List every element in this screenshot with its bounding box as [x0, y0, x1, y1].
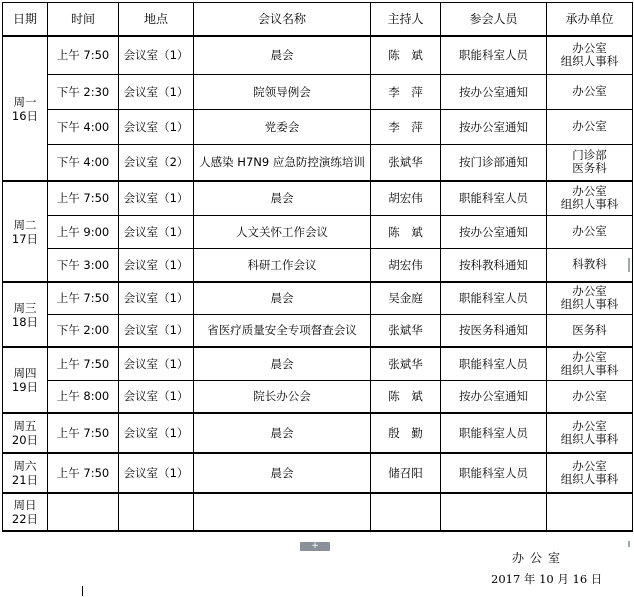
table-row [3, 282, 633, 314]
date-label: 21日 [11, 473, 39, 487]
footer-office: 办公室 [512, 551, 567, 565]
organizer-cell [547, 453, 633, 493]
attendees-cell: 按办公室通知 [441, 109, 547, 144]
day-cell [3, 453, 48, 493]
header-organizer: 承办单位 [547, 3, 633, 37]
meeting-schedule-table [2, 2, 633, 532]
margin-marker [628, 258, 630, 272]
host-cell: 陈 斌 [371, 215, 441, 248]
weekday-label: 周五 [13, 419, 37, 433]
organizer-label: 办公室 [572, 119, 607, 133]
place-cell: 会议室（1） [119, 36, 194, 74]
day-cell [3, 413, 48, 453]
organizer-label: 办公室 [572, 388, 607, 403]
table-row [3, 380, 633, 413]
organizer-label: 办公室 [572, 84, 607, 98]
place-cell: 会议室（1） [119, 380, 194, 413]
host-cell: 陈 斌 [371, 36, 441, 74]
time-cell [48, 493, 119, 531]
organizer-cell [547, 74, 633, 109]
host-cell: 陈 斌 [371, 380, 441, 413]
weekday-label: 周三 [13, 300, 37, 315]
attendees-cell: 职能科室人员 [441, 347, 547, 380]
organizer-label: 组织人事科 [560, 297, 619, 312]
organizer-label: 办公室 [572, 184, 607, 199]
time-cell: 上午 7:50 [48, 181, 119, 215]
place-cell: 会议室（1） [119, 109, 194, 144]
day-cell [3, 282, 48, 347]
meeting-name-cell: 科研工作会议 [194, 248, 371, 282]
date-label: 20日 [11, 433, 39, 447]
table-row [3, 144, 633, 181]
organizer-label: 办公室 [572, 284, 607, 299]
header-meeting-name: 会议名称 [194, 3, 371, 37]
organizer-label: 组织人事科 [560, 472, 619, 486]
date-label: 19日 [11, 380, 39, 394]
place-cell: 会议室（1） [119, 413, 194, 453]
time-cell: 下午 3:00 [48, 248, 119, 282]
weekday-label: 周四 [13, 366, 37, 380]
attendees-cell: 按科教科通知 [441, 248, 547, 282]
place-cell: 会议室（1） [119, 181, 194, 215]
footer-date: 2017 年 10 月 16 日 [491, 572, 603, 586]
attendees-cell [441, 493, 547, 531]
time-cell: 上午 7:50 [48, 453, 119, 493]
organizer-label: 门诊部 [572, 148, 607, 163]
time-cell: 上午 9:00 [48, 215, 119, 248]
text-cursor [82, 586, 83, 596]
attendees-cell: 职能科室人员 [441, 453, 547, 493]
place-cell: 会议室（1） [119, 314, 194, 347]
header-date: 日期 [3, 3, 48, 37]
organizer-cell [547, 347, 633, 380]
host-cell: 吴金庭 [371, 282, 441, 314]
host-cell: 张斌华 [371, 314, 441, 347]
date-label: 22日 [11, 512, 39, 526]
host-cell [371, 493, 441, 531]
place-cell [119, 493, 194, 531]
schedule-body [3, 36, 633, 531]
table-row [3, 215, 633, 248]
meeting-name-cell: 晨会 [194, 181, 371, 215]
organizer-cell [547, 36, 633, 74]
organizer-label: 组织人事科 [560, 432, 619, 446]
weekday-label: 周日 [13, 498, 37, 512]
weekday-label: 周二 [13, 217, 37, 232]
meeting-name-cell: 人文关怀工作会议 [194, 215, 371, 248]
header-row [3, 3, 633, 37]
day-cell [3, 181, 48, 282]
day-cell [3, 36, 48, 181]
organizer-cell [547, 144, 633, 181]
host-cell: 李 萍 [371, 109, 441, 144]
host-cell: 张斌华 [371, 347, 441, 380]
meeting-name-cell: 人感染 H7N9 应急防控演练培训 [194, 144, 371, 181]
place-cell: 会议室（1） [119, 248, 194, 282]
organizer-cell [547, 181, 633, 215]
table-expand-handle[interactable]: + [300, 542, 330, 551]
meeting-name-cell: 晨会 [194, 413, 371, 453]
host-cell: 储召阳 [371, 453, 441, 493]
meeting-name-cell: 省医疗质量安全专项督查会议 [194, 314, 371, 347]
organizer-label: 办公室 [572, 349, 607, 364]
organizer-cell [547, 413, 633, 453]
place-cell: 会议室（1） [119, 347, 194, 380]
place-cell: 会议室（1） [119, 215, 194, 248]
table-row [3, 413, 633, 453]
time-cell: 上午 8:00 [48, 380, 119, 413]
time-cell: 下午 4:00 [48, 144, 119, 181]
table-row [3, 181, 633, 215]
place-cell: 会议室（2） [119, 144, 194, 181]
meeting-name-cell: 院长办公会 [194, 380, 371, 413]
time-cell: 上午 7:50 [48, 282, 119, 314]
table-row [3, 347, 633, 380]
place-cell: 会议室（1） [119, 74, 194, 109]
header-place: 地点 [119, 3, 194, 37]
attendees-cell: 按门诊部通知 [441, 144, 547, 181]
organizer-cell [547, 493, 633, 531]
organizer-cell [547, 380, 633, 413]
meeting-name-cell: 晨会 [194, 36, 371, 74]
organizer-label: 办公室 [572, 419, 607, 433]
organizer-label: 科教科 [572, 257, 607, 272]
attendees-cell: 按办公室通知 [441, 215, 547, 248]
weekday-label: 周六 [13, 459, 37, 473]
time-cell: 上午 7:50 [48, 347, 119, 380]
host-cell: 胡宏伟 [371, 181, 441, 215]
header-time: 时间 [48, 3, 119, 37]
organizer-cell [547, 248, 633, 282]
margin-marker [628, 541, 630, 547]
attendees-cell: 职能科室人员 [441, 36, 547, 74]
meeting-name-cell: 晨会 [194, 347, 371, 380]
date-label: 16日 [11, 108, 39, 123]
table-row [3, 453, 633, 493]
time-cell: 上午 7:50 [48, 36, 119, 74]
date-label: 17日 [11, 231, 39, 246]
table-row [3, 36, 633, 74]
place-cell: 会议室（1） [119, 282, 194, 314]
time-cell: 上午 7:50 [48, 413, 119, 453]
host-cell: 胡宏伟 [371, 248, 441, 282]
time-cell: 下午 2:30 [48, 74, 119, 109]
organizer-label: 医务科 [572, 322, 607, 337]
attendees-cell: 按医务科通知 [441, 314, 547, 347]
organizer-label: 组织人事科 [560, 197, 619, 212]
header-host: 主持人 [371, 3, 441, 37]
table-row [3, 314, 633, 347]
day-cell [3, 493, 48, 531]
table-row [3, 109, 633, 144]
attendees-cell: 职能科室人员 [441, 413, 547, 453]
organizer-label: 医务科 [572, 161, 607, 176]
organizer-label: 办公室 [572, 41, 607, 56]
host-cell: 殷 勤 [371, 413, 441, 453]
attendees-cell: 职能科室人员 [441, 181, 547, 215]
table-row [3, 248, 633, 282]
date-label: 18日 [11, 314, 39, 329]
organizer-cell [547, 215, 633, 248]
meeting-name-cell: 晨会 [194, 282, 371, 314]
organizer-cell [547, 314, 633, 347]
meeting-name-cell: 晨会 [194, 453, 371, 493]
host-cell: 李 萍 [371, 74, 441, 109]
meeting-name-cell: 院领导例会 [194, 74, 371, 109]
organizer-label: 组织人事科 [560, 54, 619, 69]
organizer-label: 办公室 [572, 224, 607, 238]
day-cell [3, 347, 48, 413]
attendees-cell: 按办公室通知 [441, 74, 547, 109]
meeting-name-cell [194, 493, 371, 531]
weekday-label: 周一 [13, 94, 37, 109]
host-cell: 张斌华 [371, 144, 441, 181]
organizer-cell [547, 282, 633, 314]
organizer-label: 办公室 [572, 459, 607, 473]
table-row [3, 74, 633, 109]
attendees-cell: 职能科室人员 [441, 282, 547, 314]
attendees-cell: 按办公室通知 [441, 380, 547, 413]
place-cell: 会议室（1） [119, 453, 194, 493]
header-attendees: 参会人员 [441, 3, 547, 37]
time-cell: 下午 4:00 [48, 109, 119, 144]
time-cell: 下午 2:00 [48, 314, 119, 347]
organizer-cell [547, 109, 633, 144]
table-row [3, 493, 633, 531]
meeting-name-cell: 党委会 [194, 109, 371, 144]
organizer-label: 组织人事科 [560, 362, 619, 377]
